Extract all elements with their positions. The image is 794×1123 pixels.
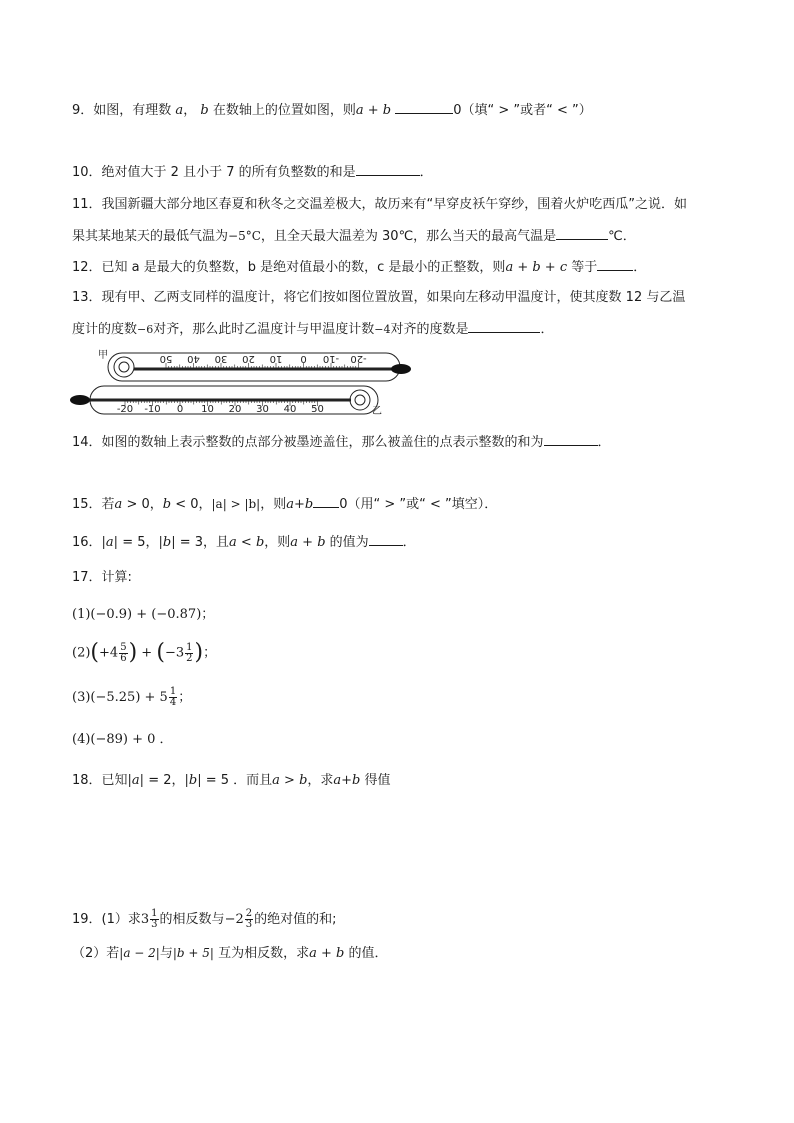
yi-scale-label: 0	[176, 404, 184, 415]
q16-abs-b: |b|	[158, 535, 176, 550]
fraction-numerator: 1	[151, 908, 158, 919]
question-9	[72, 101, 592, 120]
q13-neg4: −4	[374, 323, 391, 336]
q16-end: ．	[402, 535, 416, 550]
answer-blank[interactable]	[544, 433, 598, 446]
jia-scale-label: 40	[187, 353, 200, 364]
q15-a: a	[114, 497, 123, 512]
question-17-part-4	[72, 731, 173, 749]
q9-text: 9．如图，有理数	[72, 103, 172, 118]
q19-text-1c: 的绝对值的和;	[254, 912, 337, 927]
question-15	[72, 495, 497, 514]
yi-scale-label: 10	[201, 404, 214, 415]
q13-neg6: −6	[137, 323, 154, 336]
q16-tail: 的值为	[325, 535, 369, 550]
question-13-line-2	[72, 320, 554, 339]
yi-scale-label: -20	[116, 404, 134, 415]
q15-expr: a+b	[286, 497, 314, 512]
q15-prefix: 15．若	[72, 497, 115, 512]
question-11-line-2	[72, 227, 636, 246]
q19-n2-int: −2	[224, 912, 244, 927]
question-19-part-2	[72, 944, 387, 963]
paren-close: )	[128, 640, 138, 665]
fraction-denominator: 4	[169, 697, 177, 708]
q18-mid: ，求	[307, 773, 334, 788]
q15-abs: |a| > |b|	[211, 497, 261, 511]
q13-text-2a: 度计的度数	[72, 322, 138, 337]
q17-p2-a-int: +4	[99, 645, 119, 661]
jia-scale-label: 0	[300, 353, 307, 364]
fraction-numerator: 1	[169, 686, 177, 697]
answer-blank[interactable]	[395, 101, 453, 114]
q18-eq5: = 5 ．而且	[201, 773, 273, 788]
thermometer-yi-scale	[117, 400, 324, 415]
q12-end: ．	[633, 260, 647, 275]
q19-text-2b: 与	[159, 946, 173, 961]
question-17-title	[72, 569, 132, 587]
thermometer-yi	[70, 386, 378, 415]
q18-abs-a: |a|	[127, 773, 145, 788]
q16-eq5: = 5，	[118, 535, 159, 550]
q16-mid: ，则	[264, 535, 291, 550]
yi-scale-label: 20	[228, 404, 242, 415]
q12-text: 12．已知 a 是最大的负整数，b 是绝对值最小的数，c 是最小的正整数，则	[72, 260, 506, 275]
fraction	[169, 687, 177, 708]
q19-abs1: |a − 2|	[119, 946, 160, 960]
q18-prefix: 18．已知	[72, 773, 128, 788]
paren-open: (	[156, 640, 165, 665]
q19-text-1b: 的相反数与	[159, 912, 225, 927]
yi-scale-label: 30	[256, 404, 269, 415]
fraction	[185, 643, 193, 664]
jia-scale-label: -10	[322, 353, 340, 364]
q18-cond: a > b	[272, 773, 308, 788]
q15-zero: 0	[339, 497, 348, 512]
q19-expr: a + b	[309, 946, 345, 961]
fraction	[119, 643, 127, 664]
q12-expr: a + b + c	[505, 260, 568, 275]
fraction-denominator: 6	[120, 652, 127, 664]
q9-sep: ，	[183, 103, 197, 118]
q11-text-1: 11．我国新疆大部分地区春夏和秋冬之交温差极大，故历来有“早穿皮袄午穿纱，围着火炉吃西瓜”之说．如	[72, 197, 688, 212]
answer-blank[interactable]	[369, 533, 403, 546]
q17-p4: (4)(−89) + 0 ．	[72, 732, 173, 747]
q19-n1-int: 3	[140, 912, 150, 927]
fraction-numerator: 5	[120, 641, 127, 653]
q18-tail: 得值	[360, 773, 391, 788]
question-17-part-1	[72, 606, 214, 624]
q9-zero: 0	[453, 103, 462, 118]
q13-text-1: 13．现有甲、乙两支同样的温度计，将它们按如图位置放置，如果向左移动甲温度计，使其度数 12 与乙温	[72, 290, 686, 305]
fraction-denominator: 3	[245, 919, 253, 930]
question-13-line-1	[72, 289, 685, 307]
q19-text-2c: 互为相反数，求	[213, 946, 310, 961]
question-18	[72, 772, 391, 790]
q18-eq2: = 2，	[144, 773, 185, 788]
q15-lt0: < 0，	[171, 497, 212, 512]
thermometer-jia-scale	[160, 353, 367, 369]
answer-blank[interactable]	[356, 163, 420, 176]
q9-mid: 在数轴上的位置如图，则	[212, 103, 356, 118]
q17-title: 17．计算:	[72, 570, 132, 585]
var-b: b	[200, 103, 209, 118]
q9-suffix: （填“ > ”或者“ < ”）	[461, 103, 592, 118]
q17-p2-plus: +	[141, 645, 153, 661]
answer-blank[interactable]	[597, 258, 633, 271]
thermometer-yi-label: 乙	[372, 406, 382, 417]
question-14	[72, 433, 611, 452]
q10-end: ．	[419, 165, 433, 180]
fraction-numerator: 1	[186, 641, 193, 653]
jia-scale-label: 30	[214, 353, 228, 364]
q16-eq3: = 3，且	[175, 535, 230, 550]
q13-end: ．	[540, 322, 554, 337]
q17-p3-end: ；	[178, 690, 192, 705]
q17-p3-label: (3)(−5.25) + 5	[72, 690, 168, 705]
question-12	[72, 258, 646, 277]
q18-abs-b: |b|	[184, 773, 202, 788]
q17-p2-label: (2)	[72, 645, 91, 661]
q15-gt0: > 0，	[122, 497, 163, 512]
q11-text-2b: ，且全天最大温差为 30℃，那么当天的最高气温是	[260, 229, 557, 244]
thermometer-jia	[108, 353, 411, 381]
q12-tail: 等于	[567, 260, 598, 275]
jia-scale-label: 10	[269, 353, 283, 364]
q19-text-1a: 19．(1）求	[72, 912, 141, 927]
yi-scale-label: -10	[144, 404, 161, 415]
q11-temp: −5°C	[228, 229, 261, 243]
yi-scale-label: 40	[283, 404, 297, 415]
answer-blank[interactable]	[556, 227, 608, 240]
q11-unit: ℃．	[608, 229, 636, 244]
fraction-denominator: 2	[186, 652, 193, 664]
q17-p2-end: ；	[203, 645, 217, 661]
question-10	[72, 163, 433, 182]
q14-end: ．	[597, 435, 611, 450]
var-a: a	[175, 103, 184, 118]
jia-scale-label: 50	[159, 353, 173, 364]
q18-expr: a+b	[333, 773, 361, 788]
question-19-part-1	[72, 906, 337, 934]
q17-p2-b-int: −3	[164, 645, 185, 661]
q14-text: 14．如图的数轴上表示整数的点部分被墨迹盖住，那么被盖住的点表示整数的和为	[72, 435, 544, 450]
q19-text-2a: （2）若	[72, 946, 120, 961]
fraction	[245, 909, 253, 930]
answer-blank[interactable]	[313, 495, 339, 508]
question-17-part-2	[72, 638, 216, 669]
paren-close: )	[194, 640, 204, 665]
q13-text-2b: 对齐，那么此时乙温度计与甲温度计数	[153, 322, 375, 337]
q15-suffix: （用“ > ”或“ < ”填空）．	[347, 497, 498, 512]
fraction	[150, 909, 158, 930]
q15-mid: ，则	[260, 497, 287, 512]
fraction-denominator: 3	[151, 919, 158, 930]
yi-scale-label: 50	[311, 404, 324, 415]
q17-p1: (1)(−0.9) + (−0.87)；	[72, 607, 215, 622]
jia-scale-label: 20	[242, 353, 255, 364]
q16-abs-a: |a|	[101, 535, 119, 550]
paren-open: (	[90, 640, 100, 665]
q16-cond: a < b	[229, 535, 265, 550]
question-17-part-3	[72, 684, 191, 712]
q10-text: 10．绝对值大于 2 且小于 7 的所有负整数的和是	[72, 165, 356, 180]
jia-scale-label: -20	[350, 353, 367, 364]
q9-expr: a + b	[355, 103, 392, 118]
answer-blank[interactable]	[468, 320, 540, 333]
q19-text-2d: 的值．	[344, 946, 388, 961]
thermometer-jia-label: 甲	[98, 350, 108, 361]
q11-text-2a: 果其某地某天的最低气温为	[72, 229, 229, 244]
q19-abs2: |b + 5|	[172, 946, 214, 960]
q16-prefix: 16．	[72, 535, 102, 550]
q13-text-2c: 对齐的度数是	[390, 322, 469, 337]
question-11-line-1	[72, 196, 687, 214]
fraction-numerator: 2	[245, 908, 253, 919]
question-16	[72, 533, 416, 552]
q15-b: b	[162, 497, 172, 512]
q16-expr: a + b	[290, 535, 326, 550]
